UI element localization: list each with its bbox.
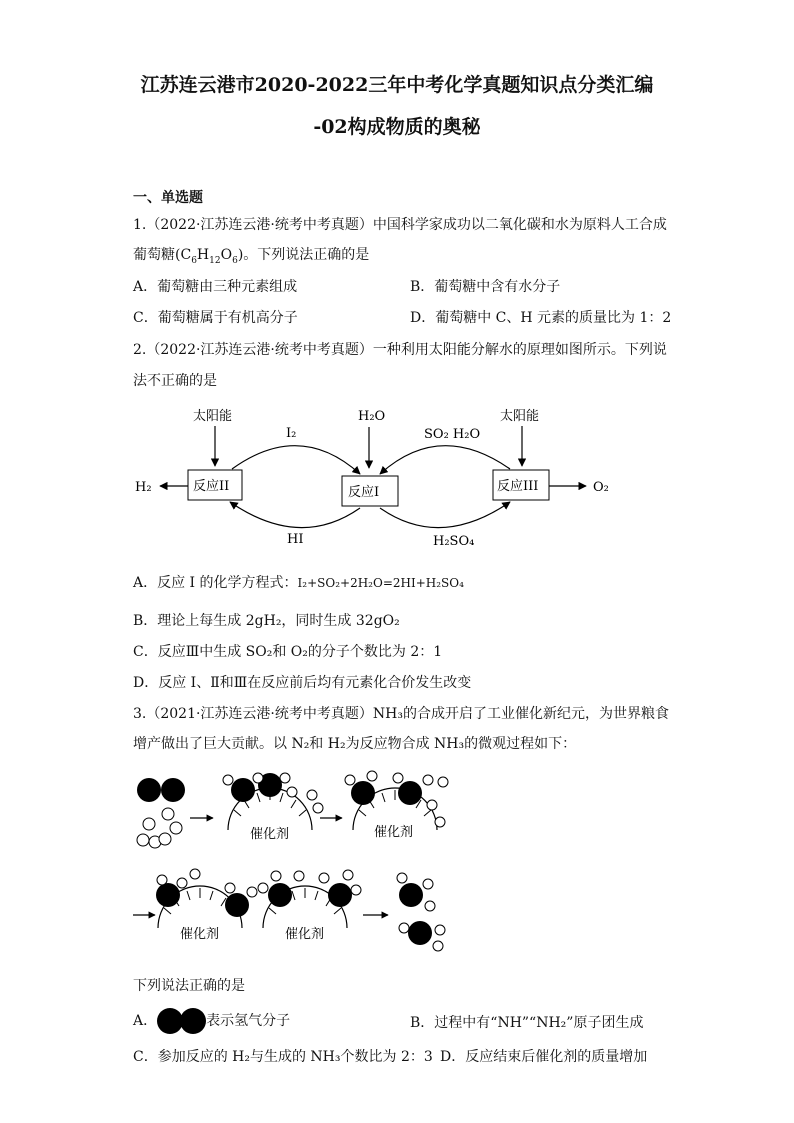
page-title-line1: 江苏连云港市2020-2022三年中考化学真题知识点分类汇编: [140, 74, 654, 96]
q1-option-a: A．葡萄糖由三种元素组成: [133, 279, 298, 295]
q2-option-b: B．理论上每生成 2gH₂，同时生成 32gO₂: [133, 613, 400, 629]
hi-arrow: [230, 502, 360, 528]
q1-stem-line1: 1.（2022·江苏连云港·统考中考真题）中国科学家成功以二氧化碳和水为原料人工合成: [133, 217, 667, 233]
n2-molecule-atom-icon: [180, 1008, 206, 1034]
q1-stem-line2: 葡萄糖$(C_6H_{12}O_6)$。下列说法正确的是: [133, 247, 370, 266]
reaction-3-label: 反应III: [497, 479, 539, 494]
hi-label: HI: [287, 532, 304, 547]
q3-option-b: B．过程中有“NH”“NH₂”原子团生成: [410, 1015, 644, 1031]
i2-label: I₂: [286, 426, 297, 441]
q3-option-d: D．反应结束后催化剂的质量增加: [440, 1049, 648, 1065]
h2so4-arrow: [380, 502, 510, 528]
o2-label: O₂: [593, 480, 609, 495]
q2-option-d: D．反应 I、Ⅱ和Ⅲ在反应前后均有元素化合价发生改变: [133, 675, 472, 691]
so2-h2o-label: SO₂ H₂O: [424, 427, 481, 442]
q3-prompt: 下列说法正确的是: [133, 978, 245, 994]
q2-reaction-diagram: [0, 0, 794, 560]
so2-h2o-arrow: [380, 446, 510, 474]
h2so4-label: H₂SO₄: [433, 534, 475, 549]
q3-stem-line2: 增产做出了巨大贡献。以 N₂和 H₂为反应物合成 NH₃的微观过程如下：: [133, 736, 577, 752]
page-title-line2: -02构成物质的奥秘: [313, 116, 481, 138]
q2-stem-line1: 2.（2022·江苏连云港·统考中考真题）一种利用太阳能分解水的原理如图所示。下列说: [133, 342, 667, 358]
i2-arrow: [232, 446, 360, 474]
h2o-top-label: H₂O: [358, 409, 386, 424]
catalyst-label-4: 催化剂: [285, 927, 325, 942]
sun-right-label: 太阳能: [500, 409, 540, 424]
q1-option-b: B．葡萄糖中含有水分子: [410, 279, 561, 295]
h2-label: H₂: [135, 480, 152, 495]
q2-option-a: A．反应 I 的化学方程式：I₂+SO₂+2H₂O=2HI+H₂SO₄: [133, 575, 464, 591]
reaction-2-label: 反应II: [193, 479, 230, 494]
catalyst-label-2: 催化剂: [374, 825, 414, 840]
reaction-1-label: 反应I: [348, 485, 380, 500]
catalyst-label-1: 催化剂: [250, 827, 290, 842]
q1-option-d: D．葡萄糖中 C、H 元素的质量比为 1：2: [410, 310, 672, 326]
q3-microscopic-process: [0, 760, 794, 960]
q2-stem-line2: 法不正确的是: [133, 373, 217, 389]
section-heading: 一、单选题: [133, 190, 203, 206]
catalyst-label-3: 催化剂: [180, 927, 220, 942]
q3-option-a: A． 表示氢气分子: [133, 1008, 290, 1034]
q3-stem-line1: 3.（2021·江苏连云港·统考中考真题）NH₃的合成开启了工业催化新纪元，为世界粮食: [133, 706, 669, 722]
q2-option-c: C．反应Ⅲ中生成 SO₂和 O₂的分子个数比为 2：1: [133, 644, 443, 660]
q1-option-c: C．葡萄糖属于有机高分子: [133, 310, 298, 326]
sun-left-label: 太阳能: [193, 409, 233, 424]
q3-option-c: C．参加反应的 H₂与生成的 NH₃个数比为 2：3: [133, 1049, 433, 1065]
